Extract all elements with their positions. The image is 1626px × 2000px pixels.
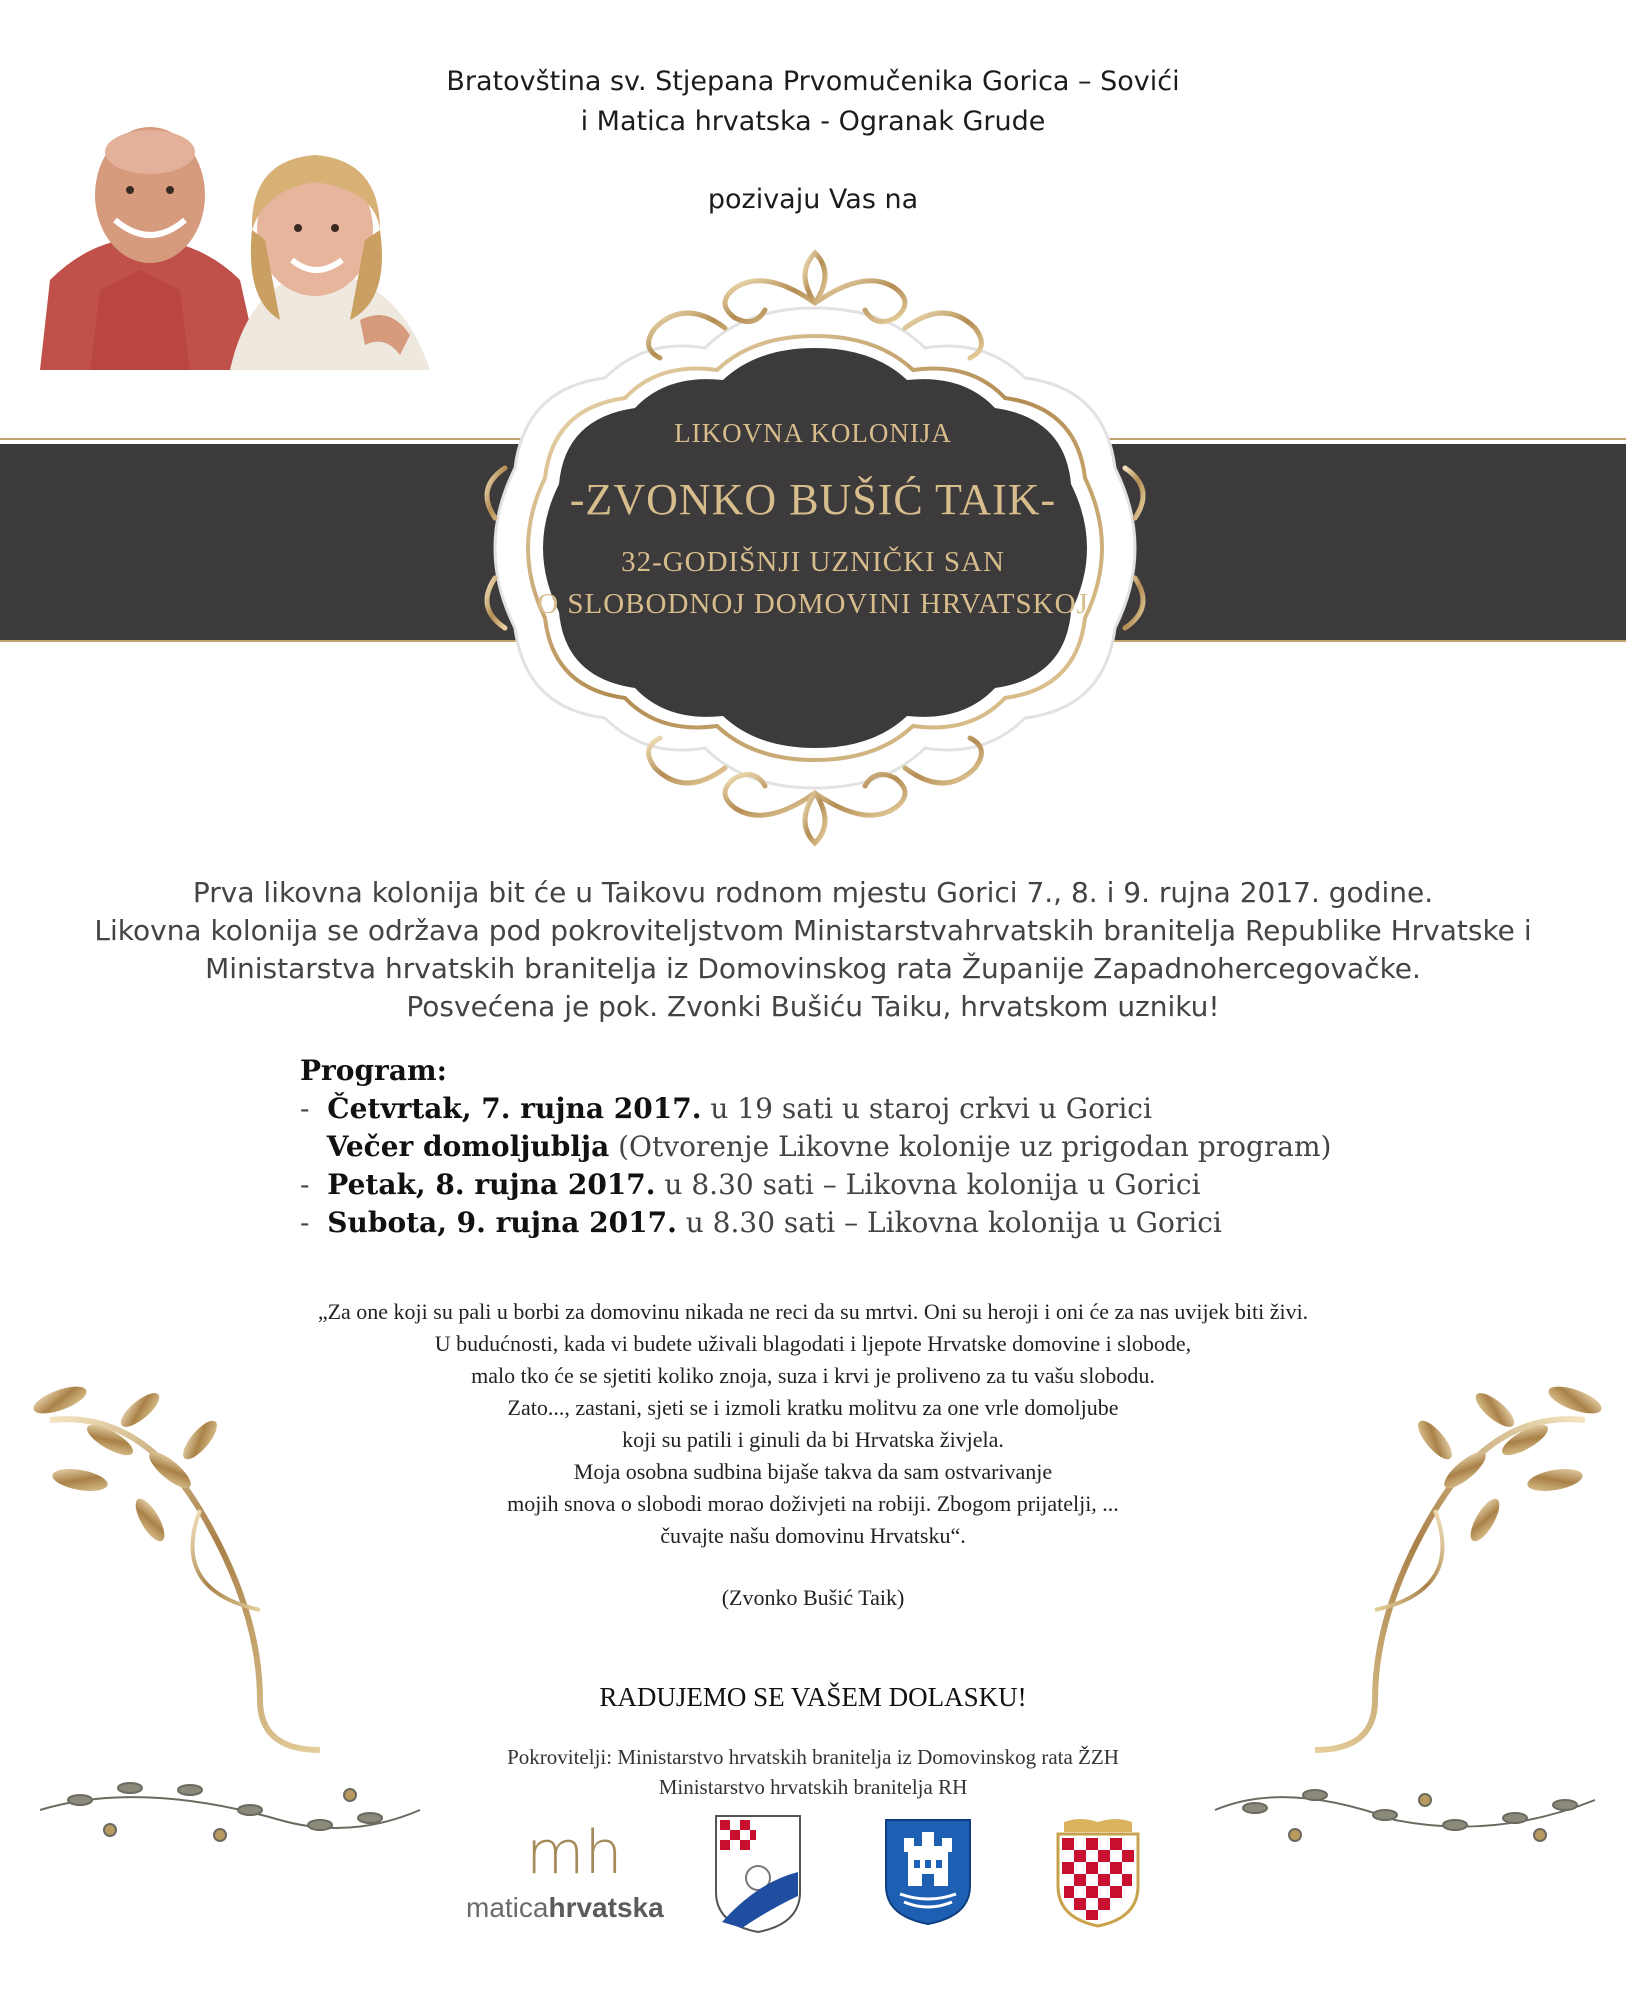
program (300, 1052, 1331, 1242)
closing-line: RADUJEMO SE VAŠEM DOLASKU! (599, 1682, 1027, 1712)
intro-line-2: Likovna kolonija se održava pod pokroviteljstvom Ministarstvahrvatskih branitelja Republike Hrvatske i (94, 914, 1532, 947)
organizer-line-1: Bratovština sv. Stjepana Prvomučenika Gorica – Sovići (446, 66, 1180, 97)
intro-line-3: Ministarstva hrvatskih branitelja iz Domovinskog rata Županije Zapadnohercegovačke. (205, 952, 1421, 985)
quote-line: Moja osobna sudbina bijaše takva da sam ostvarivanje (573, 1459, 1053, 1484)
quote-author: (Zvonko Bušić Taik) (721, 1585, 905, 1610)
quote-line: malo tko će se sjetiti koliko znoja, suza i krvi je proliveno za tu vašu slobodu. (471, 1363, 1155, 1388)
coat-of-arms-checkerboard (1050, 1814, 1146, 1930)
mh-mark: mh (526, 1818, 623, 1888)
program-item: - Petak, 8. rujna 2017. u 8.30 sati – Likovna kolonija u Gorici (300, 1168, 1201, 1201)
intro-line-1: Prva likovna kolonija bit će u Taikovu rodnom mjestu Gorici 7., 8. i 9. rujna 2017. godine. (192, 876, 1434, 909)
program-item: - Četvrtak, 7. rujna 2017. u 19 sati u staroj crkvi u Gorici (300, 1092, 1152, 1125)
couple-photo (30, 120, 448, 370)
quote-line: Zato..., zastani, sjeti se i izmoli kratku molitvu za one vrle domoljube (507, 1395, 1119, 1420)
quote-line: U budućnosti, kada vi budete uživali blagodati i ljepote Hrvatske domovine i slobode, (434, 1331, 1192, 1356)
banner-line-2: O SLOBODNOJ DOMOVINI HRVATSKOJ (537, 588, 1089, 620)
program-item: - Subota, 9. rujna 2017. u 8.30 sati – Likovna kolonija u Gorici (300, 1206, 1222, 1239)
matica-wordmark: maticahrvatska (466, 1892, 664, 1923)
banner-title: -ZVONKO BUŠIĆ TAIK- (569, 475, 1057, 524)
quote-block (0, 1296, 1626, 1552)
coat-of-arms-grude (882, 1816, 974, 1928)
quote-line: mojih snova o slobodi morao doživjeti na robiji. Zbogom prijatelji, ... (507, 1491, 1119, 1516)
intro-line-4: Posvećena je pok. Zvonki Bušiću Taiku, hrvatskom uzniku! (406, 990, 1220, 1023)
matica-hrvatska-logo (466, 1818, 686, 1928)
invite-line: pozivaju Vas na (707, 184, 919, 215)
sponsors-block (0, 1742, 1626, 1802)
banner-line-1: 32-GODIŠNJI UZNIČKI SAN (621, 546, 1005, 578)
coat-of-arms-zzh-ministry (712, 1812, 804, 1934)
banner-subtitle: LIKOVNA KOLONIJA (674, 418, 952, 448)
quote-line: koji su patili i ginuli da bi Hrvatska živjela. (622, 1427, 1004, 1452)
quote-line: „Za one koji su pali u borbi za domovinu nikada ne reci da su mrtvi. Oni su heroji i oni će za nas uvijek biti živi. (317, 1299, 1309, 1324)
organizer-line-2: i Matica hrvatska - Ogranak Grude (580, 106, 1046, 137)
quote-line: čuvajte našu domovinu Hrvatsku“. (660, 1523, 966, 1548)
sponsors-line-1: Pokrovitelji: Ministarstvo hrvatskih branitelja iz Domovinskog rata ŽZH (507, 1745, 1119, 1769)
program-item: Večer domoljublja (Otvorenje Likovne kolonije uz prigodan program) (326, 1130, 1332, 1163)
intro-paragraph (0, 874, 1626, 1026)
program-heading: Program: (300, 1054, 447, 1087)
sponsors-line-2: Ministarstvo hrvatskih branitelja RH (658, 1775, 968, 1799)
